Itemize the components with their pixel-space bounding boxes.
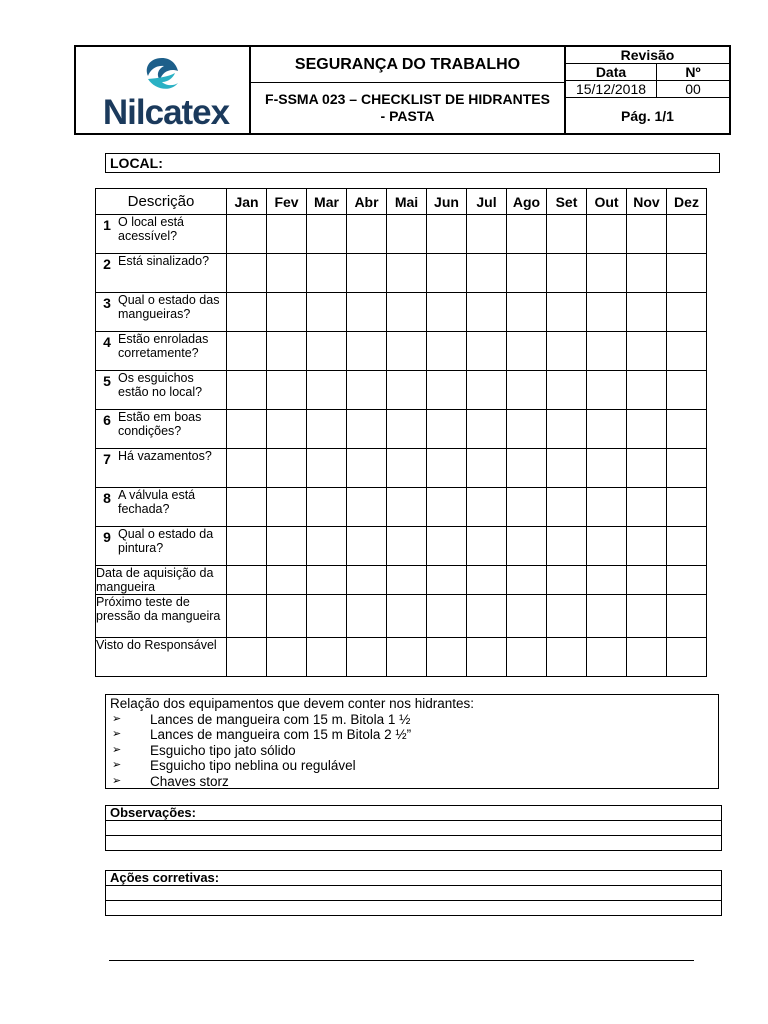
month-check-cell[interactable] (587, 293, 627, 332)
month-header: Jul (467, 189, 507, 215)
month-check-cell[interactable] (427, 215, 467, 254)
month-entry-cell[interactable] (267, 638, 307, 677)
month-check-cell[interactable] (267, 371, 307, 410)
month-check-cell[interactable] (227, 254, 267, 293)
month-check-cell[interactable] (467, 488, 507, 527)
month-entry-cell[interactable] (387, 638, 427, 677)
month-check-cell[interactable] (627, 527, 667, 566)
month-check-cell[interactable] (307, 293, 347, 332)
question-number: 9 (103, 529, 111, 545)
table-row (96, 638, 707, 677)
question-text: Estão em boas condições? (118, 410, 202, 438)
month-entry-cell[interactable] (267, 595, 307, 638)
month-check-cell[interactable] (307, 332, 347, 371)
month-check-cell[interactable] (547, 332, 587, 371)
month-check-cell[interactable] (627, 371, 667, 410)
table-row (96, 371, 707, 410)
month-entry-cell[interactable] (547, 595, 587, 638)
logo-cell (76, 47, 251, 133)
question-number: 8 (103, 490, 111, 506)
month-check-cell[interactable] (507, 449, 547, 488)
month-check-cell[interactable] (227, 488, 267, 527)
signature-line (109, 960, 694, 961)
month-check-cell[interactable] (667, 371, 707, 410)
month-check-cell[interactable] (587, 449, 627, 488)
form-title: F-SSMA 023 – CHECKLIST DE HIDRANTES - PASTA (265, 91, 550, 124)
month-check-cell[interactable] (347, 332, 387, 371)
month-header: Set (547, 189, 587, 215)
question-text: Estão enroladas corretamente? (118, 332, 209, 360)
month-check-cell[interactable] (507, 410, 547, 449)
month-check-cell[interactable] (667, 488, 707, 527)
month-check-cell[interactable] (507, 293, 547, 332)
arrow-bullet-icon: ➢ (112, 759, 122, 771)
month-check-cell[interactable] (547, 215, 587, 254)
month-entry-cell[interactable] (267, 566, 307, 595)
month-check-cell[interactable] (547, 449, 587, 488)
row-label: Visto do Responsável (96, 638, 227, 677)
month-entry-cell[interactable] (427, 595, 467, 638)
month-check-cell[interactable] (387, 371, 427, 410)
month-entry-cell[interactable] (507, 595, 547, 638)
month-check-cell[interactable] (427, 254, 467, 293)
month-check-cell[interactable] (507, 254, 547, 293)
table-row (96, 595, 707, 638)
equipment-item: Esguicho tipo neblina ou regulável (150, 758, 356, 773)
question-text: Há vazamentos? (118, 449, 212, 463)
corrective-actions-line[interactable] (106, 886, 722, 901)
equipment-item: Lances de mangueira com 15 m Bitola 2 ½” (150, 727, 412, 742)
date-label: Data (566, 64, 657, 81)
question-cell (96, 332, 227, 371)
month-check-cell[interactable] (507, 488, 547, 527)
month-entry-cell[interactable] (467, 595, 507, 638)
equipment-list (105, 694, 719, 789)
month-check-cell[interactable] (267, 215, 307, 254)
month-entry-cell[interactable] (667, 595, 707, 638)
month-check-cell[interactable] (267, 293, 307, 332)
month-check-cell[interactable] (547, 371, 587, 410)
month-check-cell[interactable] (467, 254, 507, 293)
month-header: Abr (347, 189, 387, 215)
month-check-cell[interactable] (507, 371, 547, 410)
arrow-bullet-icon: ➢ (112, 728, 122, 740)
question-number: 7 (103, 451, 111, 467)
month-check-cell[interactable] (467, 332, 507, 371)
month-entry-cell[interactable] (307, 566, 347, 595)
month-check-cell[interactable] (467, 371, 507, 410)
month-check-cell[interactable] (227, 332, 267, 371)
month-check-cell[interactable] (227, 410, 267, 449)
month-check-cell[interactable] (587, 332, 627, 371)
month-check-cell[interactable] (467, 293, 507, 332)
nilcatex-logo-icon (140, 55, 184, 95)
month-check-cell[interactable] (587, 527, 627, 566)
table-header-row (96, 189, 707, 215)
company-logo-text: Nilcatex (102, 93, 230, 132)
arrow-bullet-icon: ➢ (112, 743, 122, 756)
table-row (96, 215, 707, 254)
month-check-cell[interactable] (307, 254, 347, 293)
month-check-cell[interactable] (667, 254, 707, 293)
month-header: Mar (307, 189, 347, 215)
month-check-cell[interactable] (347, 488, 387, 527)
row-label: Data de aquisição da mangueira (96, 566, 227, 595)
month-entry-cell[interactable] (667, 638, 707, 677)
month-check-cell[interactable] (267, 488, 307, 527)
question-cell (96, 371, 227, 410)
question-cell (96, 293, 227, 332)
month-entry-cell[interactable] (387, 595, 427, 638)
revision-date: 15/12/2018 (566, 81, 657, 98)
month-entry-cell[interactable] (627, 595, 667, 638)
month-check-cell[interactable] (467, 449, 507, 488)
month-entry-cell[interactable] (547, 566, 587, 595)
month-check-cell[interactable] (387, 215, 427, 254)
arrow-bullet-icon: ➢ (112, 712, 122, 725)
month-check-cell[interactable] (547, 293, 587, 332)
question-text: Os esguichos estão no local? (118, 371, 203, 399)
month-check-cell[interactable] (267, 254, 307, 293)
month-check-cell[interactable] (627, 449, 667, 488)
question-text: Qual o estado das mangueiras? (118, 293, 220, 321)
month-check-cell[interactable] (667, 527, 707, 566)
month-entry-cell[interactable] (307, 595, 347, 638)
month-check-cell[interactable] (307, 449, 347, 488)
month-check-cell[interactable] (387, 254, 427, 293)
month-entry-cell[interactable] (307, 638, 347, 677)
table-row (96, 527, 707, 566)
month-check-cell[interactable] (387, 449, 427, 488)
month-check-cell[interactable] (227, 371, 267, 410)
month-header: Mai (387, 189, 427, 215)
question-cell (96, 254, 227, 293)
month-check-cell[interactable] (307, 371, 347, 410)
month-check-cell[interactable] (627, 293, 667, 332)
month-entry-cell[interactable] (427, 566, 467, 595)
month-check-cell[interactable] (227, 449, 267, 488)
month-check-cell[interactable] (667, 293, 707, 332)
month-check-cell[interactable] (427, 488, 467, 527)
month-entry-cell[interactable] (347, 566, 387, 595)
observations-line[interactable] (106, 821, 722, 836)
month-check-cell[interactable] (267, 449, 307, 488)
month-entry-cell[interactable] (587, 638, 627, 677)
equipment-item: Chaves storz (150, 773, 229, 789)
month-check-cell[interactable] (587, 215, 627, 254)
month-check-cell[interactable] (427, 449, 467, 488)
month-header: Ago (507, 189, 547, 215)
question-cell (96, 527, 227, 566)
question-number: 3 (103, 295, 111, 311)
month-check-cell[interactable] (347, 293, 387, 332)
month-check-cell[interactable] (627, 410, 667, 449)
question-number: 2 (103, 256, 111, 272)
month-entry-cell[interactable] (507, 566, 547, 595)
month-entry-cell[interactable] (347, 638, 387, 677)
question-text: O local está acessível? (118, 215, 185, 243)
question-number: 1 (103, 217, 111, 233)
table-row (96, 254, 707, 293)
month-check-cell[interactable] (467, 527, 507, 566)
month-check-cell[interactable] (227, 293, 267, 332)
month-check-cell[interactable] (547, 254, 587, 293)
table-row (96, 410, 707, 449)
month-check-cell[interactable] (347, 215, 387, 254)
month-check-cell[interactable] (347, 527, 387, 566)
month-check-cell[interactable] (507, 332, 547, 371)
month-entry-cell[interactable] (467, 638, 507, 677)
month-check-cell[interactable] (307, 488, 347, 527)
month-check-cell[interactable] (507, 527, 547, 566)
question-text: A válvula está fechada? (118, 488, 196, 516)
month-check-cell[interactable] (467, 215, 507, 254)
list-item (110, 712, 714, 728)
month-entry-cell[interactable] (667, 566, 707, 595)
observations-label: Observações: (106, 806, 722, 821)
question-text: Está sinalizado? (118, 254, 210, 268)
month-check-cell[interactable] (547, 488, 587, 527)
month-check-cell[interactable] (667, 215, 707, 254)
month-entry-cell[interactable] (507, 638, 547, 677)
month-check-cell[interactable] (627, 254, 667, 293)
month-check-cell[interactable] (387, 527, 427, 566)
question-text: Qual o estado da pintura? (118, 527, 214, 555)
corrective-actions-line[interactable] (106, 901, 722, 916)
equipment-intro: Relação dos equipamentos que devem conter nos hidrantes: (110, 696, 474, 711)
month-check-cell[interactable] (427, 410, 467, 449)
list-item (110, 727, 714, 743)
desc-header: Descrição (96, 189, 227, 215)
month-check-cell[interactable] (587, 254, 627, 293)
month-check-cell[interactable] (587, 488, 627, 527)
observations-table (105, 805, 722, 851)
month-entry-cell[interactable] (587, 566, 627, 595)
arrow-bullet-icon: ➢ (112, 774, 122, 787)
document-header (74, 45, 731, 135)
corrective-actions-label: Ações corretivas: (106, 871, 722, 886)
checklist-table (95, 188, 707, 677)
month-check-cell[interactable] (587, 371, 627, 410)
month-check-cell[interactable] (547, 527, 587, 566)
month-check-cell[interactable] (547, 410, 587, 449)
month-entry-cell[interactable] (347, 595, 387, 638)
month-header: Jan (227, 189, 267, 215)
month-check-cell[interactable] (427, 293, 467, 332)
month-check-cell[interactable] (627, 215, 667, 254)
table-row (96, 449, 707, 488)
row-label: Próximo teste de pressão da mangueira (96, 595, 227, 638)
month-check-cell[interactable] (307, 215, 347, 254)
revision-label: Revisão (566, 47, 729, 64)
month-check-cell[interactable] (387, 410, 427, 449)
month-entry-cell[interactable] (227, 638, 267, 677)
table-row (96, 488, 707, 527)
title-cell (251, 47, 566, 133)
month-check-cell[interactable] (387, 332, 427, 371)
month-check-cell[interactable] (307, 527, 347, 566)
month-check-cell[interactable] (267, 410, 307, 449)
month-check-cell[interactable] (347, 371, 387, 410)
month-entry-cell[interactable] (427, 638, 467, 677)
page-number: Pág. 1/1 (621, 107, 674, 124)
month-entry-cell[interactable] (547, 638, 587, 677)
month-check-cell[interactable] (587, 410, 627, 449)
question-cell (96, 410, 227, 449)
month-check-cell[interactable] (427, 332, 467, 371)
question-number: 5 (103, 373, 111, 389)
revision-cell (566, 47, 729, 133)
month-check-cell[interactable] (507, 215, 547, 254)
question-number: 4 (103, 334, 111, 350)
corrective-actions-table (105, 870, 722, 916)
equipment-item: Lances de mangueira com 15 m. Bitola 1 ½ (150, 711, 411, 727)
month-header: Jun (427, 189, 467, 215)
equipment-item: Esguicho tipo jato sólido (150, 742, 296, 758)
month-check-cell[interactable] (387, 293, 427, 332)
month-check-cell[interactable] (347, 254, 387, 293)
month-entry-cell[interactable] (227, 566, 267, 595)
month-check-cell[interactable] (227, 527, 267, 566)
month-check-cell[interactable] (347, 449, 387, 488)
table-row (96, 566, 707, 595)
observations-line[interactable] (106, 836, 722, 851)
month-header: Out (587, 189, 627, 215)
month-entry-cell[interactable] (227, 595, 267, 638)
local-field[interactable]: LOCAL: (105, 153, 720, 173)
month-check-cell[interactable] (307, 410, 347, 449)
number-label: Nº (657, 64, 729, 81)
revision-number: 00 (657, 81, 729, 98)
month-check-cell[interactable] (667, 332, 707, 371)
question-cell (96, 488, 227, 527)
table-row (96, 332, 707, 371)
list-item (110, 758, 714, 774)
month-check-cell[interactable] (627, 488, 667, 527)
question-number: 6 (103, 412, 111, 428)
document-title: SEGURANÇA DO TRABALHO (251, 47, 564, 83)
table-row (96, 293, 707, 332)
month-header: Dez (667, 189, 707, 215)
question-cell (96, 449, 227, 488)
month-check-cell[interactable] (227, 215, 267, 254)
month-check-cell[interactable] (667, 410, 707, 449)
month-check-cell[interactable] (467, 410, 507, 449)
month-check-cell[interactable] (267, 527, 307, 566)
month-check-cell[interactable] (427, 371, 467, 410)
month-entry-cell[interactable] (467, 566, 507, 595)
month-entry-cell[interactable] (587, 595, 627, 638)
list-item (110, 774, 714, 790)
month-check-cell[interactable] (387, 488, 427, 527)
month-header: Nov (627, 189, 667, 215)
month-header: Fev (267, 189, 307, 215)
list-item (110, 743, 714, 759)
month-check-cell[interactable] (627, 332, 667, 371)
month-check-cell[interactable] (347, 410, 387, 449)
month-check-cell[interactable] (267, 332, 307, 371)
month-entry-cell[interactable] (627, 566, 667, 595)
month-entry-cell[interactable] (627, 638, 667, 677)
question-cell (96, 215, 227, 254)
month-check-cell[interactable] (667, 449, 707, 488)
month-check-cell[interactable] (427, 527, 467, 566)
month-entry-cell[interactable] (387, 566, 427, 595)
